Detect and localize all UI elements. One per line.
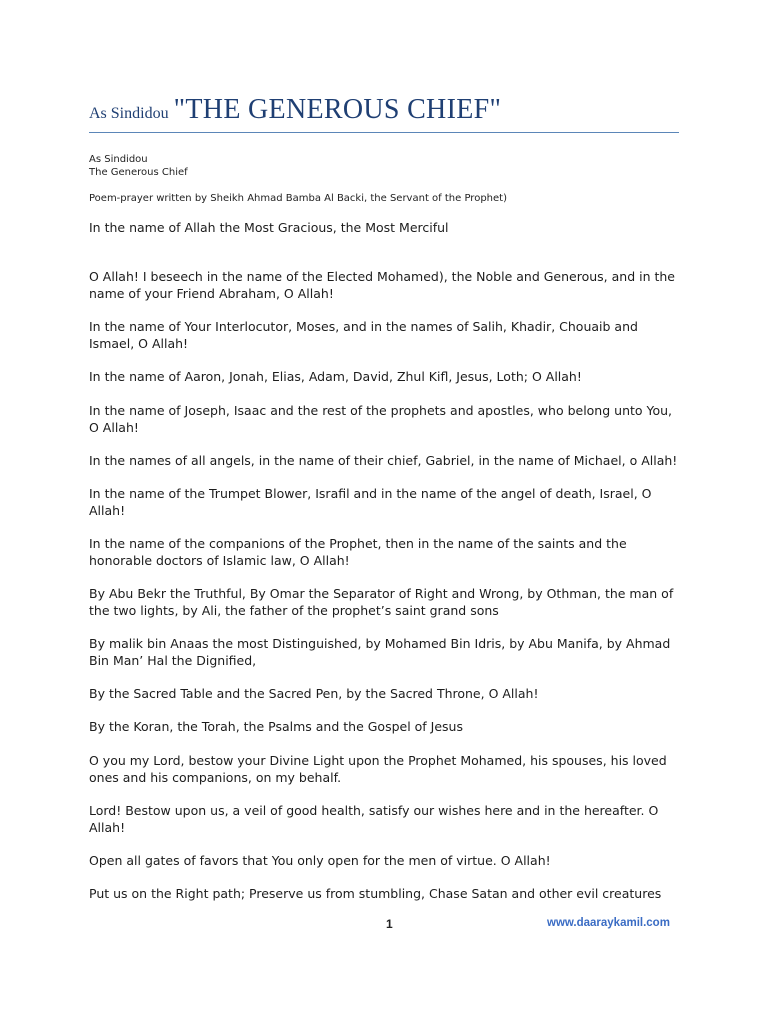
paragraph: By the Koran, the Torah, the Psalms and the Gospel of Jesus [89,719,463,734]
intro-subtitle: The Generous Chief [89,167,188,178]
paragraph: In the names of all angels, in the name of their chief, Gabriel, in the name of Michael, o Allah! [89,453,678,468]
title-underline [89,132,679,133]
paragraph: In the name of Joseph, Isaac and the rest of the prophets and apostles, who belong unto You, O Allah! [89,403,673,435]
paragraph: By the Sacred Table and the Sacred Pen, by the Sacred Throne, O Allah! [89,686,539,701]
paragraph: In the name of Allah the Most Gracious, the Most Merciful [89,220,449,235]
paragraph: O you my Lord, bestow your Divine Light upon the Prophet Mohamed, his spouses, his loved ones and his companions, on my behalf. [89,753,667,785]
intro-attribution: Poem-prayer written by Sheikh Ahmad Bamba Al Backi, the Servant of the Prophet) [89,193,507,204]
title-main: "THE GENEROUS CHIEF" [173,94,502,125]
page-number: 1 [386,917,393,931]
paragraph: By Abu Bekr the Truthful, By Omar the Separator of Right and Wrong, by Othman, the man of the two lights, by Ali, the father of the prophet’s saint grand sons [89,586,674,618]
paragraph: Open all gates of favors that You only open for the men of virtue. O Allah! [89,853,551,868]
document-title [89,94,679,126]
paragraph: By malik bin Anaas the most Distinguished, by Mohamed Bin Idris, by Abu Manifa, by Ahmad Bin Man’ Hal the Dignified, [89,636,671,668]
paragraph: Put us on the Right path; Preserve us from stumbling, Chase Satan and other evil creatures [89,886,662,901]
paragraph: In the name of the companions of the Prophet, then in the name of the saints and the honorable doctors of Islamic law, O Allah! [89,536,627,568]
paragraph: Lord! Bestow upon us, a veil of good health, satisfy our wishes here and in the hereafter. O Allah! [89,803,659,835]
title-prefix: As Sindidou [89,105,169,122]
intro-title: As Sindidou [89,154,148,165]
website-link[interactable]: www.daaraykamil.com [547,917,670,929]
paragraph: In the name of Your Interlocutor, Moses, and in the names of Salih, Khadir, Chouaib and Ismael, O Allah! [89,319,638,351]
paragraph: O Allah! I beseech in the name of the Elected Mohamed), the Noble and Generous, and in the name of your Friend Abraham, O Allah! [89,269,675,301]
paragraph: In the name of the Trumpet Blower, Israfil and in the name of the angel of death, Israel, O Allah! [89,486,652,518]
paragraph: In the name of Aaron, Jonah, Elias, Adam, David, Zhul Kifl, Jesus, Loth; O Allah! [89,369,582,384]
